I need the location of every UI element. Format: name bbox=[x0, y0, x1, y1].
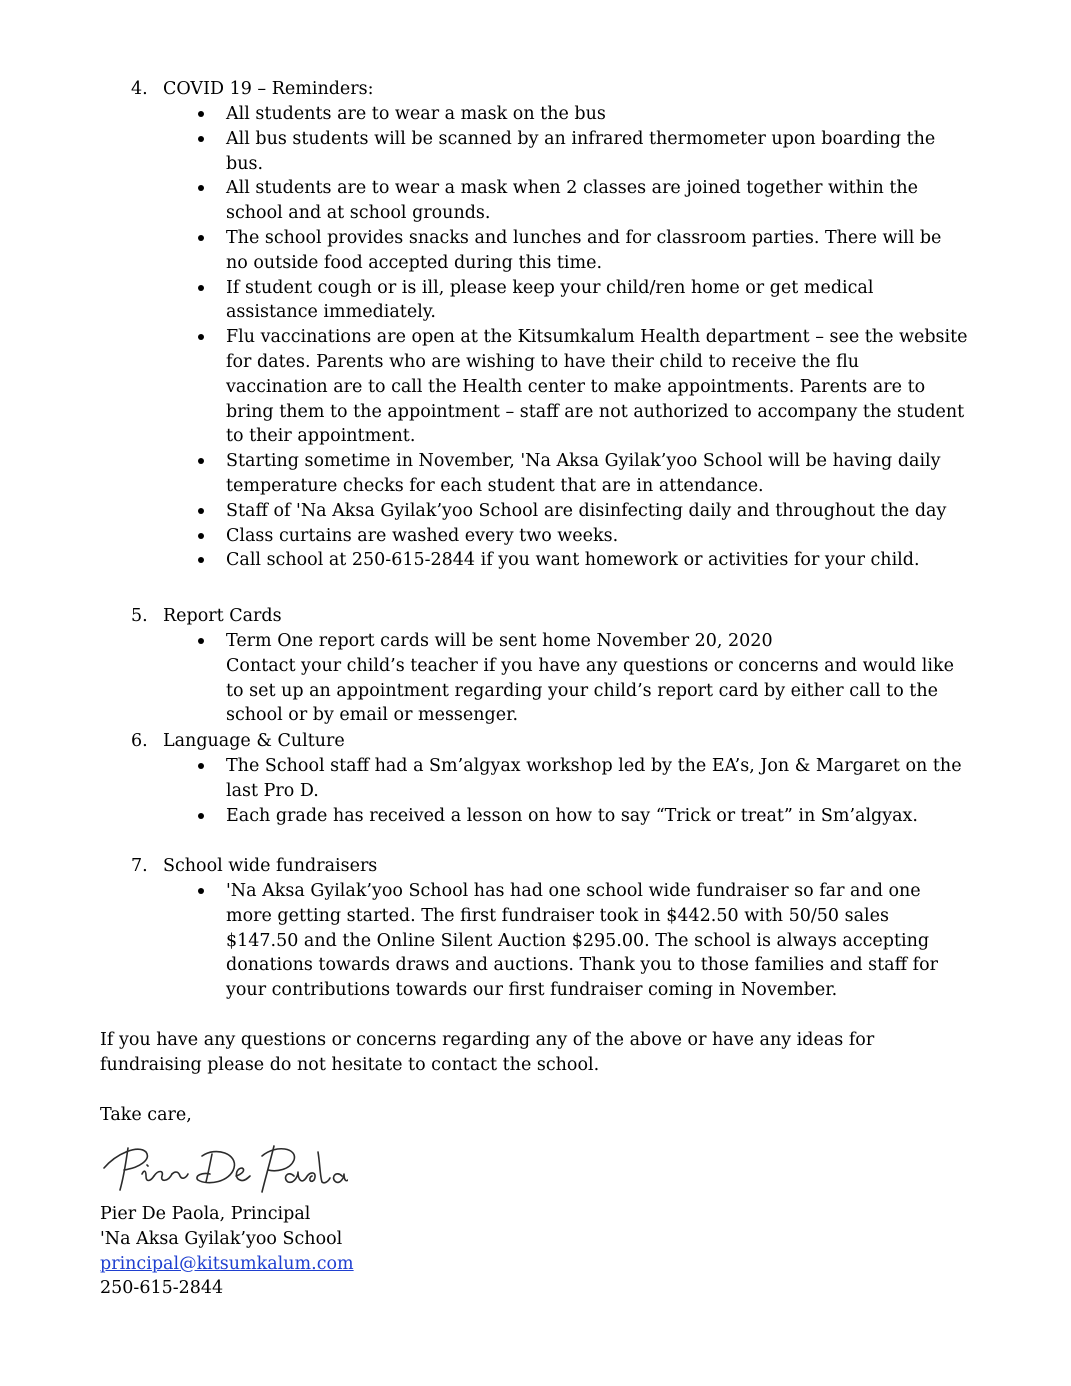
bullet-line: vaccination are to call the Health center to make appointments. Parents are to bbox=[226, 376, 926, 397]
bullet-line: your contributions towards our first fundraiser coming in November. bbox=[226, 980, 838, 1001]
bullet-item bbox=[226, 524, 1046, 549]
bullet-line: bus. bbox=[226, 153, 264, 174]
bullet-line: temperature checks for each student that are in attendance. bbox=[226, 475, 764, 496]
bullet-line: Starting sometime in November, 'Na Aksa Gyilak’yoo School will be having daily bbox=[226, 451, 941, 472]
bullet-dot-icon bbox=[198, 813, 204, 819]
section-heading-language-culture: 6. Language & Culture bbox=[131, 731, 345, 751]
bullet-item bbox=[226, 879, 1046, 1003]
email-link[interactable]: principal@kitsumkalum.com bbox=[100, 1253, 354, 1274]
bullet-line: to their appointment. bbox=[226, 426, 416, 447]
bullet-line: Each grade has received a lesson on how to say “Trick or treat” in Sm’algyax. bbox=[226, 805, 918, 826]
bullet-line: Term One report cards will be sent home November 20, 2020 bbox=[226, 631, 773, 651]
bullet-dot-icon bbox=[198, 185, 204, 191]
bullet-line: Class curtains are washed every two weeks. bbox=[226, 525, 619, 546]
fundraisers-list bbox=[226, 879, 1046, 1003]
bullet-dot-icon bbox=[198, 334, 204, 340]
bullet-dot-icon bbox=[198, 136, 204, 142]
bullet-dot-icon bbox=[198, 888, 204, 894]
section-heading-covid: 4. COVID 19 – Reminders: bbox=[131, 79, 374, 99]
sign-off: Take care, bbox=[100, 1105, 192, 1125]
bullet-line: All students are to wear a mask when 2 classes are joined together within the bbox=[226, 178, 918, 199]
bullet-item bbox=[226, 226, 1046, 276]
bullet-line: school and at school grounds. bbox=[226, 203, 491, 224]
language-culture-list bbox=[226, 754, 1046, 828]
bullet-item bbox=[226, 629, 1046, 728]
signer-block bbox=[100, 1202, 354, 1301]
signer-name-title: Pier De Paola, Principal bbox=[100, 1204, 311, 1224]
bullet-line: Flu vaccinations are open at the Kitsumkalum Health department – see the website bbox=[226, 327, 968, 348]
bullet-item bbox=[226, 449, 1046, 499]
bullet-line: The School staff had a Sm’algyax workshop led by the EA’s, Jon & Margaret on the bbox=[226, 756, 962, 776]
bullet-item bbox=[226, 325, 1046, 449]
bullet-dot-icon bbox=[198, 508, 204, 514]
bullet-line: no outside food accepted during this time. bbox=[226, 252, 603, 273]
bullet-line: last Pro D. bbox=[226, 780, 319, 801]
bullet-dot-icon bbox=[198, 763, 204, 769]
bullet-line: All students are to wear a mask on the bus bbox=[226, 104, 606, 124]
bullet-line: 'Na Aksa Gyilak’yoo School has had one school wide fundraiser so far and one bbox=[226, 881, 921, 901]
bullet-line: All bus students will be scanned by an infrared thermometer upon boarding the bbox=[226, 128, 936, 149]
bullet-line: Contact your child’s teacher if you have any questions or concerns and would like bbox=[226, 655, 954, 676]
bullet-item bbox=[226, 102, 1046, 127]
bullet-dot-icon bbox=[198, 557, 204, 563]
bullet-line: to set up an appointment regarding your child’s report card by either call to the bbox=[226, 680, 938, 701]
bullet-item bbox=[226, 176, 1046, 226]
covid-reminders-list bbox=[226, 102, 1046, 573]
bullet-item bbox=[226, 127, 1046, 177]
bullet-line: bring them to the appointment – staff are not authorized to accompany the student bbox=[226, 401, 965, 422]
section-heading-report-cards: 5. Report Cards bbox=[131, 606, 282, 626]
bullet-item bbox=[226, 499, 1046, 524]
bullet-dot-icon bbox=[198, 638, 204, 644]
bullet-item bbox=[226, 804, 1046, 829]
bullet-line: donations towards draws and auctions. Thank you to those families and staff for bbox=[226, 955, 938, 976]
signer-school: 'Na Aksa Gyilak’yoo School bbox=[100, 1228, 343, 1249]
bullet-line: The school provides snacks and lunches and for classroom parties. There will be bbox=[226, 227, 942, 248]
bullet-item bbox=[226, 754, 1046, 804]
bullet-line: If student cough or is ill, please keep your child/ren home or get medical bbox=[226, 277, 874, 298]
bullet-dot-icon bbox=[198, 285, 204, 291]
report-cards-list bbox=[226, 629, 1046, 728]
bullet-dot-icon bbox=[198, 111, 204, 117]
section-heading-fundraisers: 7. School wide fundraisers bbox=[131, 856, 378, 876]
bullet-line: Staff of 'Na Aksa Gyilak’yoo School are disinfecting daily and throughout the day bbox=[226, 500, 947, 521]
closing-paragraph bbox=[100, 1028, 874, 1078]
bullet-dot-icon bbox=[198, 458, 204, 464]
bullet-line: more getting started. The first fundraiser took in $442.50 with 50/50 sales bbox=[226, 905, 889, 926]
bullet-item bbox=[226, 276, 1046, 326]
bullet-line: Call school at 250-615-2844 if you want homework or activities for your child. bbox=[226, 550, 920, 571]
bullet-line: assistance immediately. bbox=[226, 302, 436, 323]
closing-line: fundraising please do not hesitate to contact the school. bbox=[100, 1054, 600, 1075]
handwritten-signature bbox=[98, 1132, 348, 1202]
bullet-line: $147.50 and the Online Silent Auction $295.00. The school is always accepting bbox=[226, 930, 930, 951]
signer-phone: 250-615-2844 bbox=[100, 1278, 224, 1299]
bullet-line: school or by email or messenger. bbox=[226, 705, 519, 726]
bullet-dot-icon bbox=[198, 235, 204, 241]
bullet-line: for dates. Parents who are wishing to have their child to receive the flu bbox=[226, 351, 860, 372]
bullet-dot-icon bbox=[198, 533, 204, 539]
bullet-item bbox=[226, 548, 1046, 573]
closing-line: If you have any questions or concerns regarding any of the above or have any ideas for bbox=[100, 1030, 875, 1050]
